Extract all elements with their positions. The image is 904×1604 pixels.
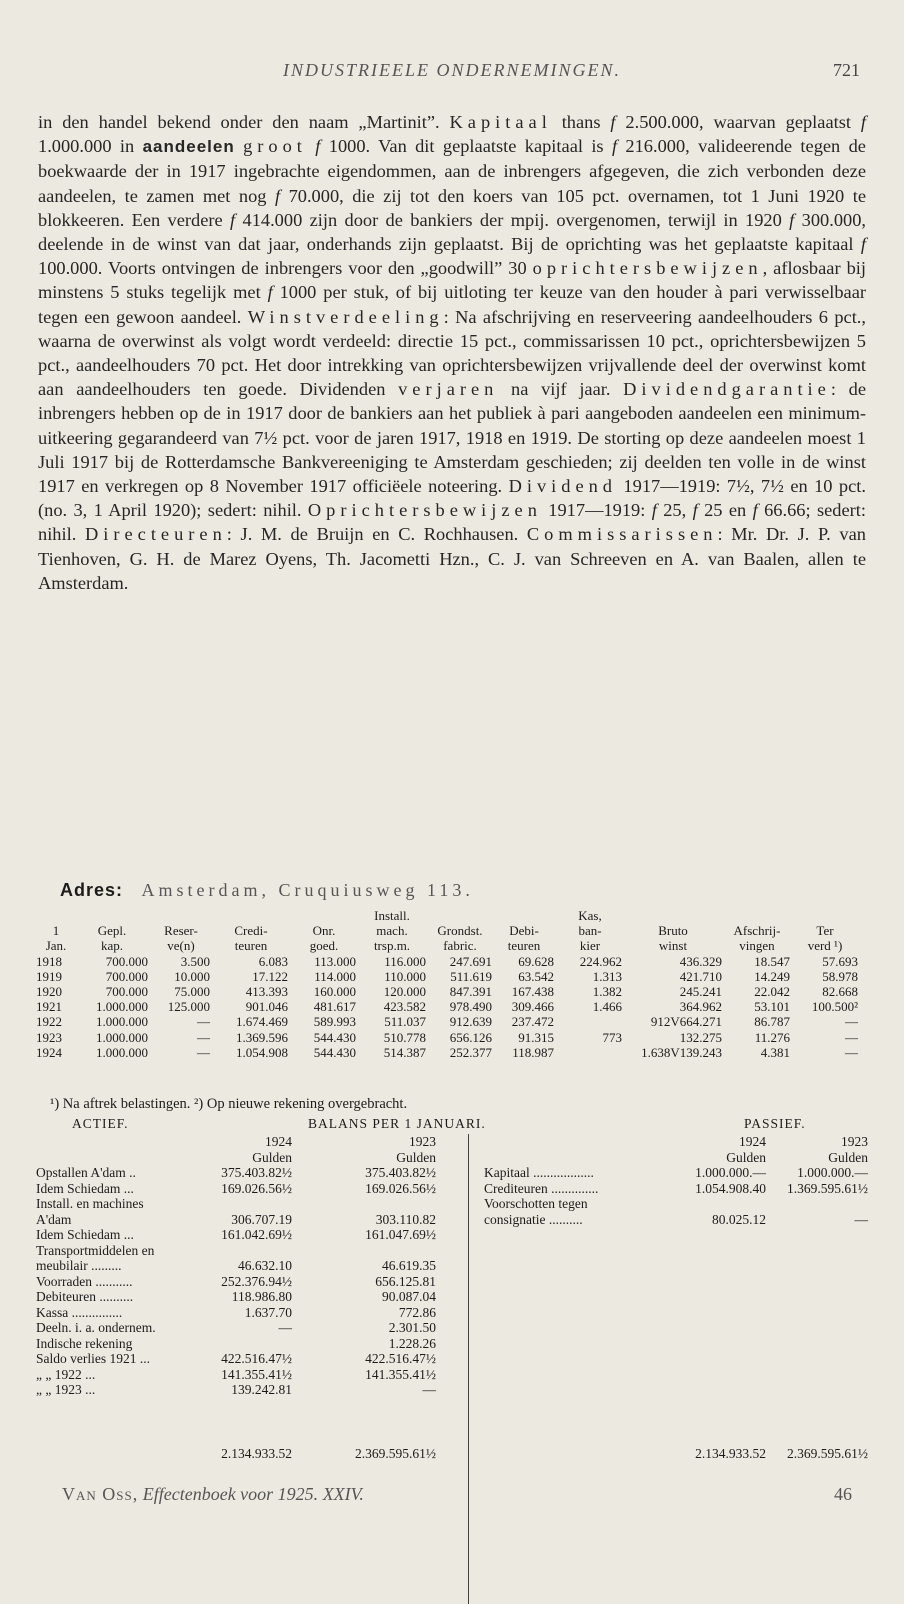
activa-heading: ACTIEF. [72,1116,129,1131]
table-cell: vingen [739,938,775,954]
balance-line [36,1274,466,1290]
balance-line [36,1305,466,1321]
balance-line [468,1134,868,1150]
table-cell: 63.542 [518,968,554,984]
financial-history-table [36,908,866,1060]
address-label: Adres: [60,880,124,900]
table-cell: 11.276 [754,1029,790,1045]
table-cell: 589.993 [313,1014,356,1030]
balance-cell: 161.042.69½ [221,1227,292,1242]
table-cell: 1924 [36,1044,62,1060]
balance-cell: 375.403.82½ [365,1165,436,1180]
book-title: Effectenboek voor 1925. [142,1484,319,1504]
table-cell: 1923 [36,1029,62,1045]
balance-cell: Voorschotten tegen [484,1196,588,1211]
table-cell: 1.054.908 [236,1044,288,1060]
address-value: Amsterdam, Cruquiusweg 113. [141,880,474,900]
balance-cell: 46.632.10 [238,1258,292,1273]
table-row [36,1014,866,1029]
balance-cell: 422.516.47½ [365,1351,436,1366]
table-cell: fabric. [443,938,477,954]
balance-line [36,1181,466,1197]
balance-line [36,1258,466,1274]
table-header-row [36,908,866,923]
balance-line [36,1446,466,1462]
table-cell: 91.315 [518,1029,554,1045]
balance-cell: Install. en machines [36,1196,144,1211]
balance-cell: „ „ 1923 ... [36,1382,96,1397]
passiva-heading: PASSIEF. [744,1116,806,1131]
body-text [38,110,866,595]
balance-line [36,1196,466,1212]
balance-cell: 141.355.41½ [221,1366,292,1382]
page-number: 721 [833,60,860,80]
balance-cell: 46.619.35 [382,1258,436,1273]
table-cell: 116.000 [384,953,426,969]
section-title: INDUSTRIEELE ONDERNEMINGEN. [283,60,621,80]
balance-cell: 1924 [739,1134,766,1149]
table-cell: trsp.m. [373,938,411,954]
balance-cell: 161.047.69½ [365,1227,436,1242]
balance-line [36,1351,466,1367]
balance-cell: — [854,1211,868,1227]
table-cell: 252.377 [449,1044,492,1060]
balance-headings [36,1116,866,1134]
table-cell: 58.978 [822,968,858,984]
table-cell: teuren [234,938,268,954]
balance-cell: 422.516.47½ [221,1351,292,1366]
table-cell: winst [658,938,688,954]
table-cell: 511.037 [384,1014,426,1030]
table-cell: 245.241 [679,983,722,999]
balance-line [36,1367,466,1383]
balance-cell: Transportmiddelen en [36,1242,155,1258]
table-cell: 110.000 [384,968,426,984]
table-header-row [36,923,866,938]
balance-cell: meubilair ......... [36,1258,122,1273]
table-cell: teuren [507,938,541,954]
body-paragraph: in den handel bekend onder den naam „Martinit”. Kapitaal thans f 2.500.000, waarvan geplaatst f 1.000.000 in aandeelen groot f 1000. Van dit geplaatste kapitaal is f 216.000, valideerende tegen de boekwaarde der in 1917 ingebrachte eigendommen, aan de inbrengers afgegeven, die zich verbonden deze aandeelen, te zamen met nog f 70.000, die zij tot den koers van 105 pct. overnamen, tot 1 Juni 1920 te blokkeeren. Een verdere f 414.000 zijn door de bankiers der mpij. overgenomen, terwijl in 1920 f 300.000, deelende in de winst van dat jaar, onderhands zijn geplaatst. Bij de oprichting was het geplaatste kapitaal f 100.000. Voorts ontvingen de inbrengers voor den „goodwill” 30 oprichtersbewijzen, aflosbaar bij minstens 5 stuks tegelijk met f 1000 per stuk, of bij uitloting ter keuze van den houder à pari verwisselbaar tegen een gewoon aandeel. Winstverdeeling: Na afschrijving en reserveering aandeelhouders 6 pct., waarna de overwinst als volgt wordt verdeeld: directie 15 pct., commissarissen 10 pct., oprichtersbewijzen 5 pct., aandeelhouders 70 pct. Het door intrekking van oprichtersbewijzen vrijvallende deel der overwinst komt aan aandeelhouders ten goede. Dividenden verjaren na vijf jaar. Dividendgarantie: de inbrengers hebben op de in 1917 door de bankiers aan het publiek à pari aangeboden aandeelen een minimum-uitkeering gegarandeerd van 7½ pct. voor de jaren 1917, 1918 en 1919. De storting op deze aandeelen moest 1 Juli 1917 bij de Rotterdamsche Bankvereeniging te Amsterdam geschieden; zij deelden ten volle in de winst 1917 en verkregen op 8 November 1917 officiëele noteering. Dividend 1917—1919: 7½, 7½ en 10 pct. (no. 3, 1 April 1920); sedert: nihil. Oprichtersbewijzen 1917—1919: f 25, f 25 en f 66.66; sedert: nihil. Directeuren: J. M. de Bruijn en C. Rochhausen. Commissarissen: Mr. Dr. J. P. van Tienhoven, G. H. de Marez Oyens, Th. Jacometti Hzn., C. J. van Schreeven en A. van Baalen, allen te Amsterdam. [38,112,867,593]
balance-sheet [36,1116,868,1461]
table-cell: 247.691 [449,953,492,969]
balance-line [36,1212,466,1228]
balance-line [468,1196,868,1212]
signature-mark: 46 [834,1484,852,1504]
balance-cell: 1924 [265,1134,292,1149]
table-cell: 1.369.596 [236,1029,288,1045]
passiva-column [468,1134,868,1461]
table-cell: 22.042 [754,983,790,999]
balance-cell: 169.026.56½ [365,1180,436,1196]
table-cell: Bruto [658,923,688,939]
table-cell: 1919 [36,968,62,984]
table-cell: — [845,1029,858,1045]
table-cell: Credi- [234,923,268,939]
balance-cell: 169.026.56½ [221,1180,292,1196]
table-cell: 4.381 [760,1044,790,1060]
table-cell: 167.438 [511,983,554,999]
table-cell: 1.000.000 [96,1029,148,1045]
table-cell: 1.674.469 [236,1014,288,1030]
table-cell: kier [579,938,601,954]
table-cell: 1.000.000 [96,1014,148,1030]
table-cell: Onr. [312,923,336,939]
table-cell: 436.329 [679,953,722,969]
table-cell: 481.617 [313,999,356,1015]
table-cell: ve(n) [167,938,195,954]
page-footer [62,1484,852,1505]
table-cell: 17.122 [252,968,288,984]
table-cell: 100.500² [811,999,858,1015]
balance-line [468,1181,868,1197]
table-footnote: ¹) Na aftrek belastingen. ²) Op nieuwe rekening overgebracht. [50,1096,408,1112]
table-cell: 18.547 [754,953,790,969]
balance-cell: Voorraden ........... [36,1273,133,1289]
balance-cell: 2.369.595.61½ [787,1446,868,1461]
balance-cell: 80.025.12 [712,1211,766,1227]
balance-line [36,1382,466,1398]
table-cell: 1921 [36,999,62,1015]
table-cell: 413.393 [245,983,288,999]
balance-cell: 2.134.933.52 [695,1446,766,1461]
table-cell: 69.628 [518,953,554,969]
balance-cell: 1.000.000.— [695,1165,766,1180]
table-cell: 309.466 [511,999,554,1015]
table-cell: verd ¹) [807,938,843,954]
table-cell: 544.430 [313,1029,356,1045]
balance-cell: 375.403.82½ [221,1165,292,1180]
table-row [36,984,866,999]
table-cell: 113.000 [314,953,356,969]
balance-cell: 1.054.908.40 [695,1180,766,1196]
table-cell: — [845,1014,858,1030]
table-cell: — [197,1029,210,1045]
table-cell: 82.668 [822,983,858,999]
table-cell: 421.710 [679,968,722,984]
table-cell: Debi- [509,923,539,939]
balance-line [468,1446,868,1462]
table-cell: goed. [309,938,339,954]
balance-line [36,1134,466,1150]
balance-cell: Indische rekening [36,1335,133,1351]
balance-line [36,1243,466,1259]
balance-cell: Gulden [828,1149,868,1165]
table-cell: 1.382 [592,983,622,999]
balance-cell: Gulden [252,1149,292,1165]
table-cell: 773 [602,1029,622,1045]
table-cell: 237.472 [511,1014,554,1030]
table-cell: 10.000 [174,968,210,984]
table-cell: 514.387 [383,1044,426,1060]
balance-cell: — [278,1320,292,1335]
table-cell: ban- [578,923,602,939]
balance-cell: Gulden [726,1149,766,1165]
balance-cell: Kassa ............... [36,1304,123,1320]
table-cell: 1.000.000 [96,999,148,1015]
table-cell: 1.466 [592,999,622,1015]
table-cell: 978.490 [449,999,492,1015]
table-cell: 1.638V139.243 [641,1044,722,1060]
table-cell: 511.619 [450,968,492,984]
balance-cell: A'dam [36,1211,72,1227]
table-cell: — [197,1014,210,1030]
balance-line [36,1165,466,1181]
table-cell: — [845,1044,858,1060]
address-line [60,880,474,901]
table-cell: 3.500 [180,953,210,969]
balance-cell: Deeln. i. a. ondernem. [36,1320,156,1335]
table-cell: 1.313 [592,968,622,984]
activa-column [36,1134,466,1461]
balance-cell: Kapitaal .................. [484,1165,594,1180]
table-cell: Install. [374,908,410,923]
balance-cell: 2.301.50 [388,1320,436,1335]
balance-cell: 306.707.19 [231,1211,292,1227]
table-cell: 544.430 [313,1044,356,1060]
balance-cell: Debiteuren .......... [36,1289,134,1304]
table-cell: 132.275 [679,1029,722,1045]
balance-cell: „ „ 1922 ... [36,1366,96,1382]
table-cell: 224.962 [579,953,622,969]
table-cell: Gepl. [97,923,127,939]
balance-cell: 141.355.41½ [365,1366,436,1382]
table-cell: 14.249 [754,968,790,984]
running-header [36,60,868,90]
balance-line [36,1320,466,1336]
balance-cell: Idem Schiedam ... [36,1227,134,1242]
balance-cell: — [422,1382,436,1397]
table-cell: 53.101 [754,999,790,1015]
balance-cell: 772.86 [398,1304,436,1320]
table-row [36,969,866,984]
balance-line [36,1150,466,1166]
table-cell: 120.000 [383,983,426,999]
table-cell: 1.000.000 [96,1044,148,1060]
balance-cell: 118.986.80 [231,1289,292,1304]
table-cell: — [197,1044,210,1060]
balance-cell: 139.242.81 [231,1382,292,1397]
table-cell: Kas, [578,908,602,923]
table-cell: 901.046 [245,999,288,1015]
table-cell: 700.000 [105,953,148,969]
balance-title: BALANS PER 1 JANUARI. [308,1116,486,1131]
table-cell: 125.000 [167,999,210,1015]
table-cell: 1922 [36,1014,62,1030]
balance-cell: Crediteuren .............. [484,1180,599,1196]
table-cell: 1920 [36,983,62,999]
balance-cell: Idem Schiedam ... [36,1180,134,1196]
table-cell: 6.083 [258,953,288,969]
balance-cell: 1.369.595.61½ [787,1180,868,1196]
table-cell: 700.000 [105,983,148,999]
publisher: Van Oss, [62,1484,139,1504]
table-cell: 1918 [36,953,62,969]
balance-cell: 1923 [409,1134,436,1149]
balance-line [36,1227,466,1243]
balance-cell: 1.637.70 [244,1304,292,1320]
table-cell: 423.582 [383,999,426,1015]
table-cell: 57.693 [822,953,858,969]
table-cell: 847.391 [449,983,492,999]
table-cell: 510.778 [383,1029,426,1045]
balance-line [468,1165,868,1181]
table-cell: 118.987 [512,1044,554,1060]
table-cell: 912.639 [449,1014,492,1030]
table-cell: 912V664.271 [650,1014,722,1030]
balance-cell: 656.125.81 [375,1273,436,1289]
balance-cell: 1.000.000.— [797,1165,868,1180]
table-cell: 114.000 [314,968,356,984]
table-cell: 75.000 [174,983,210,999]
volume: XXIV. [322,1484,364,1504]
table-cell: 160.000 [313,983,356,999]
table-cell: Grondst. [437,923,483,939]
table-row [36,999,866,1014]
balance-cell: 90.087.04 [382,1289,436,1304]
balance-cell: Gulden [396,1149,436,1165]
balance-cell: 1923 [841,1134,868,1149]
balance-cell: 303.110.82 [375,1211,436,1227]
balance-line [36,1336,466,1352]
table-row [36,1045,866,1060]
balance-cell: 252.376.94½ [221,1273,292,1289]
table-cell: Reser- [164,923,198,939]
table-cell: 700.000 [105,968,148,984]
balance-line [36,1289,466,1305]
table-cell: kap. [100,938,124,954]
balance-cell: 2.134.933.52 [221,1446,292,1461]
table-row [36,954,866,969]
table-row [36,1030,866,1045]
balance-line [468,1212,868,1228]
table-header-row [36,938,866,953]
balance-cell: 2.369.595.61½ [355,1446,436,1461]
table-cell: Afschrij- [733,923,781,939]
balance-cell: 1.228.26 [388,1335,436,1351]
table-cell: 1 [52,923,60,939]
balance-cell: Opstallen A'dam .. [36,1165,136,1180]
table-cell: Ter [816,923,834,939]
table-cell: 364.962 [679,999,722,1015]
balance-cell: consignatie .......... [484,1211,583,1227]
table-cell: mach. [376,923,408,939]
balance-cell: Saldo verlies 1921 ... [36,1351,150,1366]
table-cell: 656.126 [449,1029,492,1045]
balance-line [468,1150,868,1166]
table-cell: 86.787 [754,1014,790,1030]
table-cell: Jan. [45,938,67,954]
